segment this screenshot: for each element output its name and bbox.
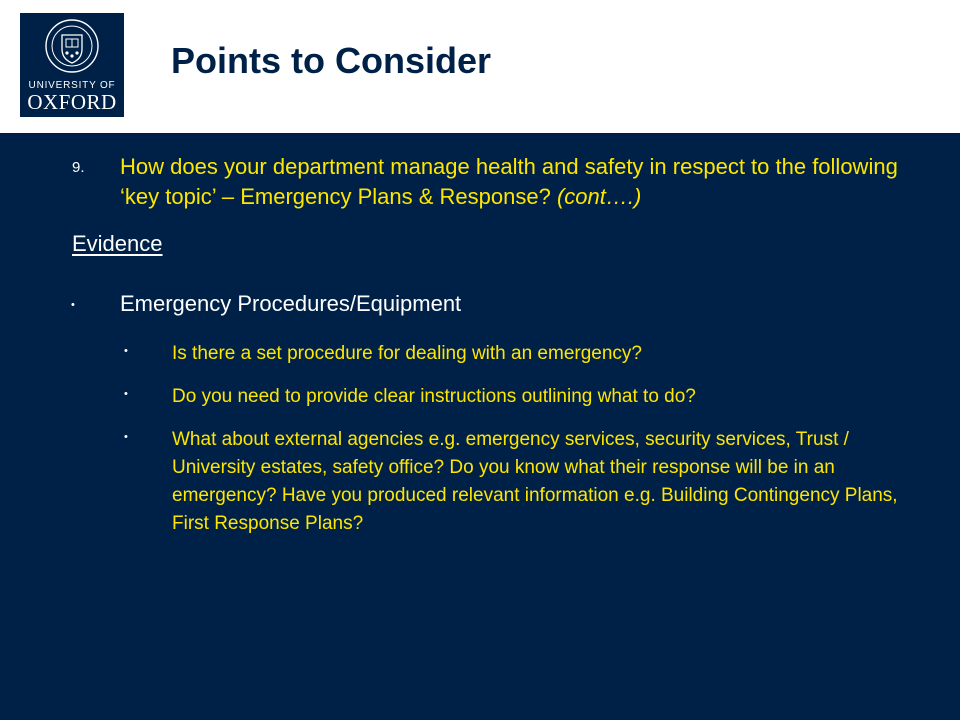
sub-bullet-item: Is there a set procedure for dealing with an emergency? bbox=[172, 343, 642, 364]
sub-bullet-icon: • bbox=[124, 345, 128, 357]
bullet-emergency-procedures: Emergency Procedures/Equipment bbox=[120, 291, 462, 316]
question-body: How does your department manage health and safety in respect to the following ‘key topic’ – Emergency Plans & Response? bbox=[120, 154, 898, 209]
logo-oxford: OXFORD bbox=[27, 90, 117, 114]
question-text bbox=[120, 152, 940, 212]
sub-bullet-item: What about external agencies e.g. emergency services, security services, Trust / University estates, safety office? Do you know what their response will be in an emergency? Have you produced relevant information e.g. Building Contingency Plans, First Response Plans? bbox=[172, 429, 898, 534]
slide-title: Points to Consider bbox=[171, 40, 492, 81]
university-logo bbox=[20, 13, 124, 117]
sub-bullet-icon: • bbox=[124, 431, 128, 443]
slide-body bbox=[0, 133, 960, 720]
sub-bullet-icon: • bbox=[124, 388, 128, 400]
evidence-heading: Evidence bbox=[72, 231, 163, 256]
question-cont: (cont….) bbox=[556, 184, 642, 209]
sub-bullet-item: Do you need to provide clear instructions outlining what to do? bbox=[172, 386, 696, 407]
slide-header bbox=[0, 0, 960, 133]
bullet-icon: • bbox=[71, 299, 75, 311]
question-number: 9. bbox=[72, 159, 85, 176]
logo-university-of: UNIVERSITY OF bbox=[28, 80, 116, 91]
